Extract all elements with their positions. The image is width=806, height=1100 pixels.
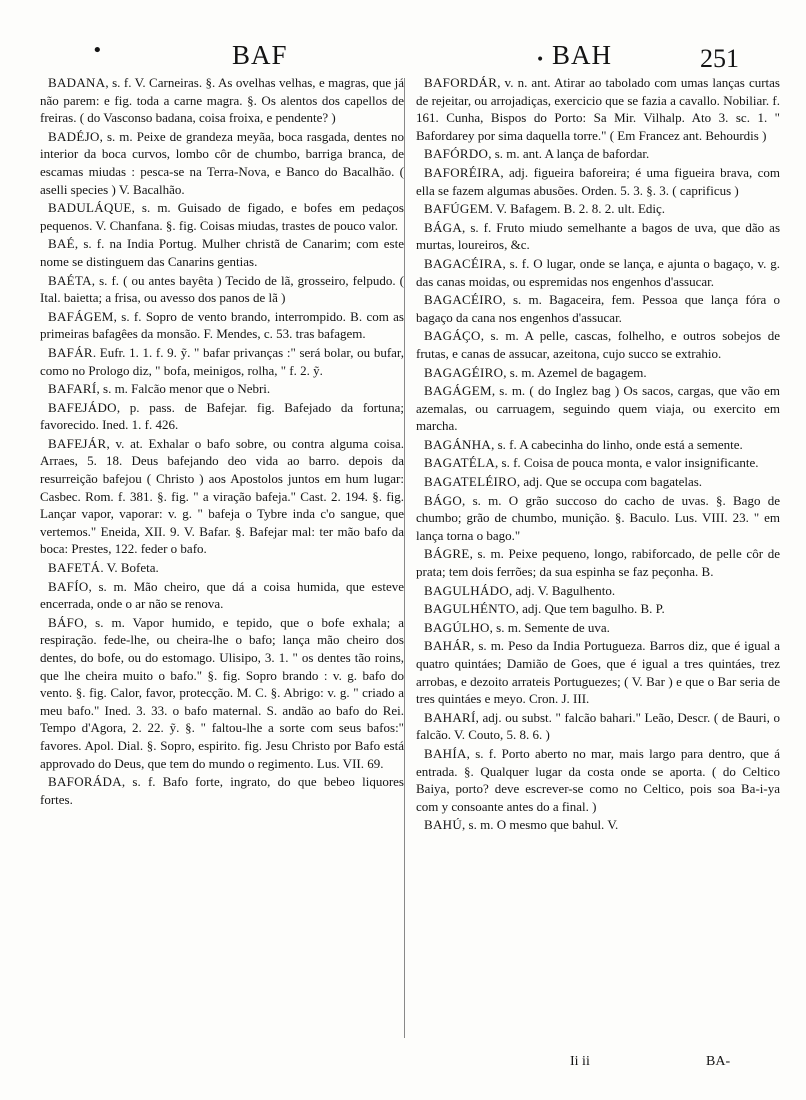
- left-column: [40, 74, 404, 809]
- dictionary-entry: [40, 773, 404, 808]
- entry-headword: BAFEJÁDO: [48, 399, 117, 415]
- entry-headword: BAFARÍ: [48, 381, 97, 397]
- entry-definition: , s. m. Bagaceira, fem. Pessoa que lança fóra o bagaço da cana nos engenhos d'assucar.: [416, 292, 780, 325]
- entry-definition: . V. Bofeta.: [100, 560, 159, 576]
- entry-headword: BAFEJÁR: [48, 435, 107, 451]
- dictionary-entry: [40, 235, 404, 270]
- entry-headword: BÁGO: [424, 492, 463, 508]
- catchword: BA-: [706, 1054, 731, 1069]
- entry-headword: BAFÁGEM: [48, 308, 114, 324]
- entry-definition: , s. m. Semente de uva.: [489, 619, 610, 635]
- entry-definition: , s. m. Falcão menor que o Nebri.: [96, 381, 271, 397]
- dictionary-entry: [416, 619, 780, 637]
- dictionary-entry: [416, 145, 780, 163]
- right-column: [416, 74, 780, 835]
- dictionary-entry: [40, 272, 404, 307]
- entry-definition: , s. m. Peixe pequeno, longo, rabiforcado, de pelle côr de prata; tem dois ferrões; da sua espinha se faz peçonha. B.: [416, 546, 780, 580]
- entry-headword: BAGÚLHO: [424, 619, 490, 635]
- entry-definition: , p. pass. de Bafejar. fig. Bafejado da fortuna; favorecido. Ined. 1. f. 426.: [40, 399, 404, 433]
- entry-definition: , s. m. ant. A lança de bafordar.: [488, 146, 650, 162]
- dictionary-entry: [416, 164, 780, 199]
- entry-headword: BADANA: [48, 75, 106, 90]
- dictionary-entry: [416, 436, 780, 454]
- entry-definition: , adj. figueira baforeira; é uma figueira brava, com ella se fazem algumas abusões. Orden. 5. 3. §. 3. ( caprificus ): [416, 164, 780, 198]
- dictionary-entry: [40, 199, 404, 234]
- entry-headword: BAÉTA: [48, 272, 92, 288]
- entry-headword: BAGATÉLA: [424, 455, 496, 471]
- header-mark-right: •: [536, 52, 545, 68]
- dictionary-entry: [416, 364, 780, 382]
- entry-definition: , s. m. ( do Inglez bag ) Os sacos, cargas, que vão em azemalas, ou carruagem, seguindo quem viaja, ou exercito em marcha.: [416, 383, 780, 434]
- page-number: 251: [700, 44, 739, 73]
- dictionary-entry: [416, 600, 780, 618]
- entry-headword: BAGAGÉIRO: [424, 364, 504, 380]
- entry-definition: , s. f. V. Carneiras. §. As ovelhas velhas, e magras, que já não parem: e fig. toda a carne magra. §. Os alentos dos capellos de freiras. ( do Vasconso badana, coisa froixa, e pendente? ): [40, 75, 404, 126]
- dictionary-entry: [40, 435, 404, 558]
- entry-headword: BAFÓRDO: [424, 146, 489, 162]
- entry-headword: BAFÁR: [48, 344, 93, 360]
- entry-definition: , s. f. O lugar, onde se lança, e ajunta o bagaço, v. g. das canas moidas, ou espremidas nos engenhos d'assucar.: [416, 255, 780, 289]
- entry-definition: , s. f. Fruto miudo semelhante a bagos de uva, que dão as murtas, loureiros, &c.: [416, 219, 780, 253]
- dictionary-entry: [416, 219, 780, 254]
- entry-definition: , s. f. Porto aberto no mar, mais largo para dentro, que á entrada. §. Qualquer lugar da costa onde se aporta. ( do Celtico Baiya, porto? deve escrever-se como no Celtico, pois soa Ba-i-ya com y consoante antes do a final. ): [416, 745, 780, 814]
- entry-headword: BÁGRE: [424, 546, 470, 562]
- dictionary-entry: [416, 291, 780, 326]
- entry-definition: , s. f. Bafo forte, ingrato, do que bebeo liquores fortes.: [40, 774, 404, 807]
- entry-definition: , s. f. ( ou antes bayêta ) Tecido de lã, grosseiro, felpudo. ( Ital. baietta; a frisa, ou avesso dos panos de lã ): [40, 272, 404, 306]
- dictionary-entry: [40, 74, 404, 127]
- dictionary-entry: [416, 492, 780, 545]
- entry-definition: , s. f. Coisa de pouca monta, e valor insignificante.: [495, 455, 759, 471]
- entry-definition: , s. f. na India Portug. Mulher christã de Canarim; com este nome se distinguem das Canarins gentias.: [40, 236, 404, 269]
- dictionary-entry: [416, 473, 780, 491]
- entry-headword: BAGÁÇO: [424, 328, 481, 344]
- dictionary-entry: [416, 545, 780, 580]
- entry-definition: , adj. V. Bagulhento.: [509, 582, 616, 598]
- entry-definition: , s. f. A cabecinha do linho, onde está a semente.: [491, 436, 743, 452]
- entry-headword: BAHÁR: [424, 638, 472, 654]
- entry-definition: , s. f. Sopro de vento brando, interrompido. B. com as primeiras bafagêes da monsão. F. Mendes, c. 53. tras bafagem.: [40, 308, 404, 342]
- dictionary-entry: [416, 454, 780, 472]
- dictionary-entry: [416, 709, 780, 744]
- entry-definition: . Eufr. 1. 1. f. 9. ỹ. " bafar privanças :" será bolar, ou bufar, como no Prologo diz, " bofa, meinigos, rolha, " f. 2. ỹ.: [40, 344, 404, 378]
- dictionary-entry: [416, 200, 780, 218]
- entry-definition: , s. m. Guisado de figado, e bofes em pedaços pequenos. V. Chanfana. §. fig. Coisas miudas, trastes de pouco valor.: [40, 200, 404, 233]
- entry-definition: , s. m. A pelle, cascas, folhelho, e outros sobejos de frutas, e canas de assucar, azeitona, cujo succo se extrahio.: [416, 328, 780, 361]
- entry-headword: BÁGA: [424, 219, 463, 235]
- column-divider: [404, 78, 405, 1038]
- entry-definition: , s. m. O grão succoso do cacho de uvas. §. Bago de chumbo; grão de chumbo, munição. §. Baculo. Lus. VIII. 23. " em lança torna o bago.": [416, 492, 780, 543]
- entry-headword: BAGULHÉNTO: [424, 601, 516, 617]
- entry-headword: BÁFO: [48, 614, 84, 630]
- entry-headword: BAGATELÉIRO: [424, 474, 517, 490]
- dictionary-entry: [40, 380, 404, 398]
- entry-definition: , adj. Que se occupa com bagatelas.: [516, 474, 703, 490]
- entry-definition: , s. m. Peso da India Portugueza. Barros diz, que é igual a quatro quintáes; Damião de Goes, que é igual a tres quintáes, trez arrobas, e dezoito arrateis Portuguezes; ( V. Bar ) e que o Bar seria de tres quintáes e meyo. Cron. J. III.: [416, 638, 780, 707]
- entry-headword: BAGULHÁDO: [424, 582, 510, 598]
- header-mark-left: •: [92, 40, 103, 61]
- entry-definition: , s. m. Mão cheiro, que dá a coisa humida, que esteve encerrada, onde o ar não se renova.: [40, 578, 404, 612]
- entry-headword: BAGACÉIRO: [424, 292, 503, 308]
- running-head-right: BAH: [552, 40, 613, 70]
- entry-definition: , s. m. Vapor humido, e tepido, que o bofe exhala; a respiração. fede-lhe, ou cheira-lhe o bafo; lança mão cheiro dos dentes, do bofe, ou do estomago. Ulisipo, 3. 1. " os dentes tão roins, que lhe cheira muito o bafo." §. fig. Sopro brando : v. g. bafo do vento. §. fig. Calor, favor, protecção. M. C. §. Abrigo: v. g. " criado a meu bafo." Ined. 3. 33. o bafo maternal. S. andão ao bafo do Rei. Tempo d'Agora, 2. 22. ỹ. §. " faltou-lhe a sorte com seus bafos:" favores. Apol. Dial. §. Sopro, espirito. fig. Jesu Christo por Bafo está approvado do Deus, que tem do mundo o regimento. Lus. VII. 69.: [40, 614, 404, 771]
- entry-headword: BAFORDÁR: [424, 75, 498, 90]
- entry-definition: , s. m. O mesmo que bahul. V.: [462, 817, 619, 833]
- entry-definition: , v. at. Exhalar o bafo sobre, ou contra alguma coisa. Arraes, 5. 18. Deus bafejando deo vida ao barro. depois da resurreição bafejou ( Christo ) aos Apostolos juntos em hum lugar: Casbec. Rom. f. 381. §. fig. " a viração bafeja." Cast. 2. 194. §. fig. Lançar vapor, vaporar: v. g. " bafeja o Tybre inda c'o sangue, que vertemos." Eneida, XII. 9. V. Bafar. §. Bafejar mal: ter mão bafo da boca: Prestes, 122. feder o bafo.: [40, 435, 404, 557]
- dictionary-entry: [416, 382, 780, 435]
- signature-mark: Ii ii: [570, 1054, 590, 1069]
- entry-headword: BAGÁNHA: [424, 436, 492, 452]
- dictionary-entry: [40, 399, 404, 434]
- entry-headword: BADÉJO: [48, 128, 100, 144]
- entry-headword: BAÉ: [48, 236, 75, 252]
- entry-headword: BAFORÁDA: [48, 774, 122, 790]
- dictionary-entry: [416, 74, 780, 144]
- entry-headword: BADULÁQUE: [48, 200, 132, 216]
- dictionary-entry: [40, 344, 404, 379]
- entry-headword: BAGÁGEM: [424, 383, 492, 399]
- dictionary-entry: [416, 637, 780, 707]
- entry-headword: BAHARÍ: [424, 709, 476, 725]
- entry-headword: BAFETÁ: [48, 560, 101, 576]
- entry-definition: , s. m. Peixe de grandeza meyãa, boca rasgada, dentes no interior da boca curvos, lombo côr de chumbo, barriga branca, de escamas miudas : pesca-se na Terra-Nova, e Banco do Bacalhão. ( aselli species ) V. Bacalhão.: [40, 128, 404, 197]
- dictionary-entry: [40, 308, 404, 343]
- dictionary-entry: [40, 614, 404, 772]
- entry-headword: BAFORÉIRA: [424, 164, 501, 180]
- dictionary-entry: [416, 327, 780, 362]
- entry-headword: BAGACÉIRA: [424, 255, 503, 271]
- entry-definition: , adj. Que tem bagulho. B. P.: [515, 601, 665, 617]
- dictionary-entry: [40, 559, 404, 577]
- entry-headword: BAFÚGEM: [424, 201, 490, 217]
- dictionary-entry: [40, 578, 404, 613]
- dictionary-entry: [416, 816, 780, 834]
- entry-headword: BAHÍA: [424, 745, 467, 761]
- dictionary-entry: [40, 128, 404, 198]
- entry-headword: BAHÚ: [424, 817, 463, 833]
- entry-definition: , adj. ou subst. " falcão bahari." Leão, Descr. ( de Bauri, o falcão. V. Couto, 5. 8. 6. ): [416, 709, 780, 743]
- entry-headword: BAFÍO: [48, 578, 89, 594]
- dictionary-entry: [416, 745, 780, 815]
- entry-definition: , v. n. ant. Atirar ao tabolado com umas lanças curtas de rejeitar, ou arrojadiças, exercicio que se fazia a cavallo. Nobiliar. f. 161. Cunha, Bispos do Porto: Sa Mir. Vilhalp. Ato 3. sc. 1. " Bafordarey por sima daquella torre." ( Em Francez ant. Behourdis ): [416, 75, 780, 143]
- running-head-left: BAF: [232, 40, 288, 70]
- dictionary-entry: [416, 582, 780, 600]
- entry-definition: . V. Bafagem. B. 2. 8. 2. ult. Ediç.: [489, 201, 666, 217]
- entry-definition: , s. m. Azemel de bagagem.: [503, 364, 647, 380]
- dictionary-entry: [416, 255, 780, 290]
